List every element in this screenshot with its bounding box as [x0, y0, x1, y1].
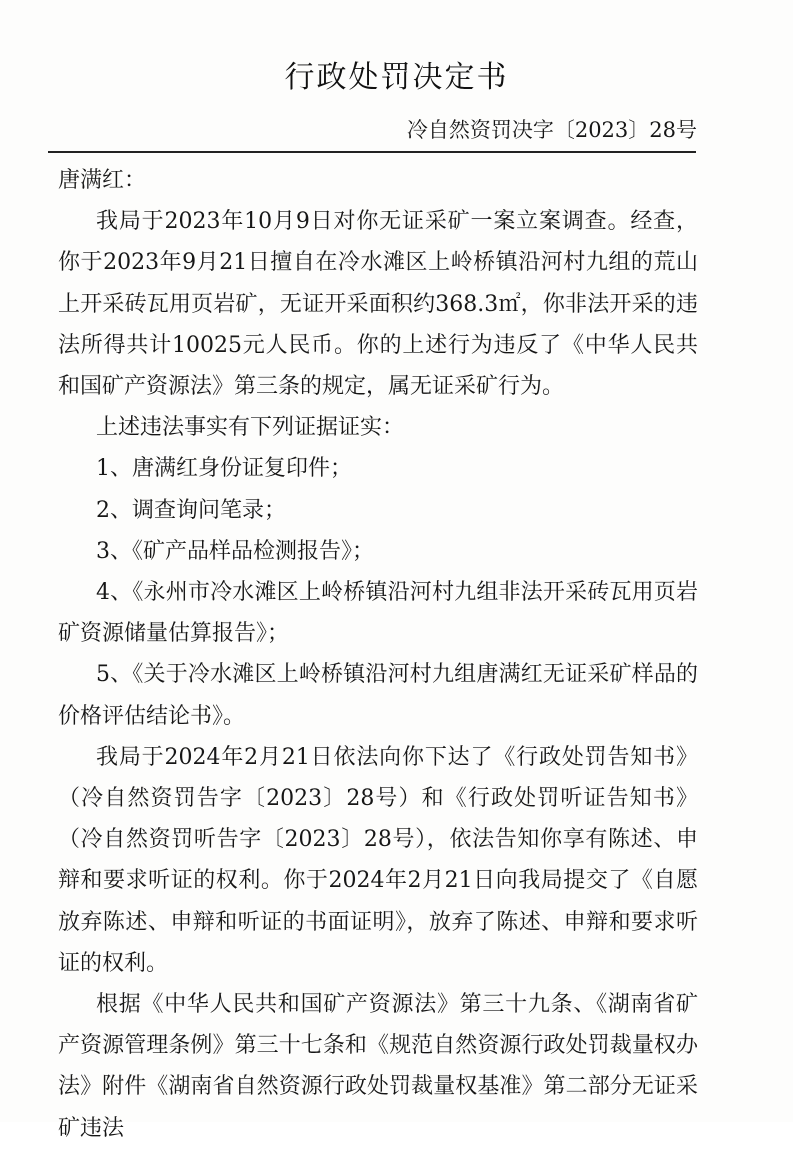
- evidence-item-4: 4、《永州市冷水滩区上岭桥镇沿河村九组非法开采砖瓦用页岩矿资源储量估算报告》；: [58, 580, 698, 647]
- paragraph-notification: 我局于2024年2月21日依法向你下达了《行政处罚告知书》（冷自然资罚告字〔2023〕28号）和《行政处罚听证告知书》（冷自然资罚听告字〔2023〕28号），依法告知你享有陈述、申辩和要求听证的权利。你于2024年2月21日向我局提交了《自愿放弃陈述、申辩和听证的书面证明》，放弃了陈述、申辩和要求听证的权利。: [58, 744, 698, 976]
- evidence-item-5: 5、《关于冷水滩区上岭桥镇沿河村九组唐满红无证采矿样品的价格评估结论书》。: [58, 662, 698, 729]
- paragraph-evidence-intro: 上述违法事实有下列证据证实：: [96, 415, 405, 441]
- paragraph-facts: 我局于2023年10月9日对你无证采矿一案立案调查。经查，你于2023年9月21日擅自在冷水滩区上岭桥镇沿河村九组的荒山上开采砖瓦用页岩矿，无证开采面积约368.3㎡，你非法开采的违法所得共计10025元人民币。你的上述行为违反了《中华人民共和国矿产资源法》第三条的规定，属无证采矿行为。: [58, 209, 698, 400]
- evidence-item-2: 2、调查询问笔录；: [96, 497, 286, 523]
- document-body: [58, 160, 698, 1149]
- document-title: 行政处罚决定书: [284, 60, 509, 95]
- evidence-item-3: 3、《矿产品样品检测报告》；: [96, 538, 374, 564]
- evidence-item-1: 1、唐满红身份证复印件；: [96, 456, 352, 482]
- document-number: 冷自然资罚决字〔2023〕28号: [406, 118, 697, 142]
- salutation: 唐满红：: [58, 168, 147, 193]
- paragraph-legal-basis: 根据《中华人民共和国矿产资源法》第三十九条、《湖南省矿产资源管理条例》第三十七条和《规范自然资源行政处罚裁量权办法》附件《湖南省自然资源行政处罚裁量权基准》第二部分无证采矿违法: [58, 992, 698, 1141]
- header-divider: [48, 151, 696, 153]
